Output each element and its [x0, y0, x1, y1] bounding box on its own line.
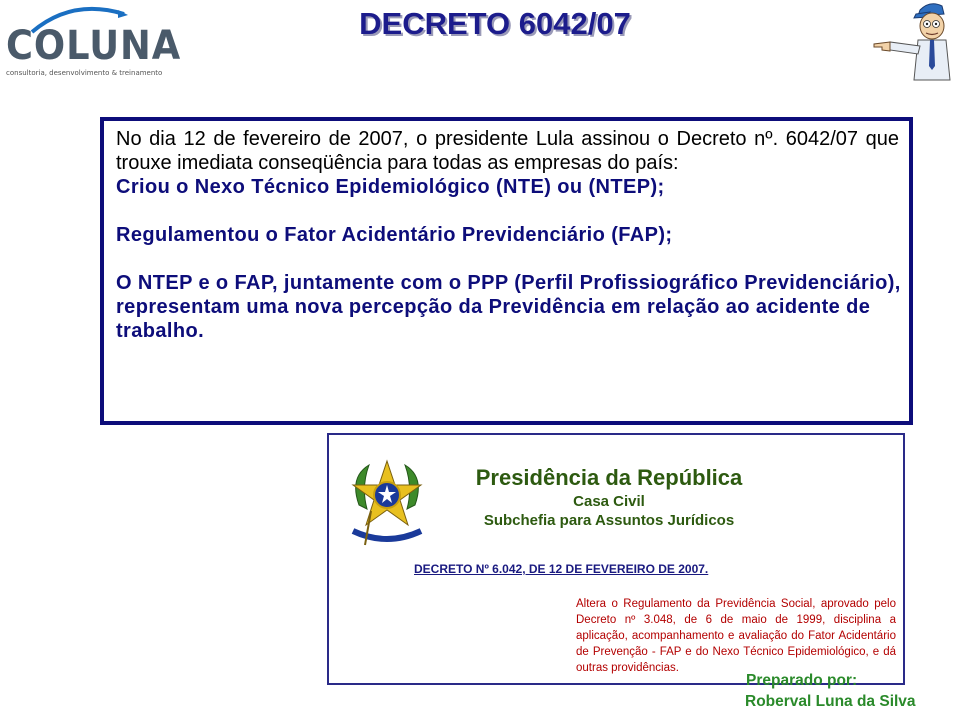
decree-document-image	[327, 433, 905, 685]
credit-label: Preparado por:	[746, 672, 858, 689]
logo-wordmark: COLUNA	[6, 23, 182, 69]
coat-of-arms-icon	[345, 457, 429, 553]
page-title: DECRETO 6042/07	[359, 6, 631, 41]
doc-decree-title: DECRETO Nº 6.042, DE 12 DE FEVEREIRO DE 2007.	[414, 562, 709, 576]
doc-heading: Presidência da República	[475, 465, 743, 490]
nte-point: Criou o Nexo Técnico Epidemiológico (NTE) ou (NTEP);	[116, 176, 665, 198]
doc-subheading-casa-civil: Casa Civil	[573, 493, 645, 510]
doc-summary: Altera o Regulamento da Previdência Social, aprovado pelo Decreto nº 3.048, de 6 de maio de 1999, disciplina a aplicação, acompanhamento e avaliação do Fator Acidentário de Prevenção - FAP e do Nexo Técnico Epidemiológico, e dá outras providências.	[576, 598, 896, 674]
fap-point: Regulamentou o Fator Acidentário Previdenciário (FAP);	[116, 224, 673, 246]
pointing-man-icon	[868, 0, 960, 82]
decree-info-box	[100, 117, 913, 425]
credit-author: Roberval Luna da Silva	[745, 693, 916, 710]
intro-paragraph: No dia 12 de fevereiro de 2007, o presidente Lula assinou o Decreto nº. 6042/07 que trouxe imediata conseqüência para todas as empresas do país:	[116, 128, 899, 174]
logo-tagline: consultoria, desenvolvimento & treinamento	[6, 69, 163, 77]
ntep-fap-point: O NTEP e o FAP, juntamente com o PPP (Perfil Profissiográfico Previdenciário), representam uma nova percepção da Previdência em relação ao acidente de trabalho.	[116, 272, 901, 342]
doc-subheading-subchefia: Subchefia para Assuntos Jurídicos	[483, 512, 735, 529]
